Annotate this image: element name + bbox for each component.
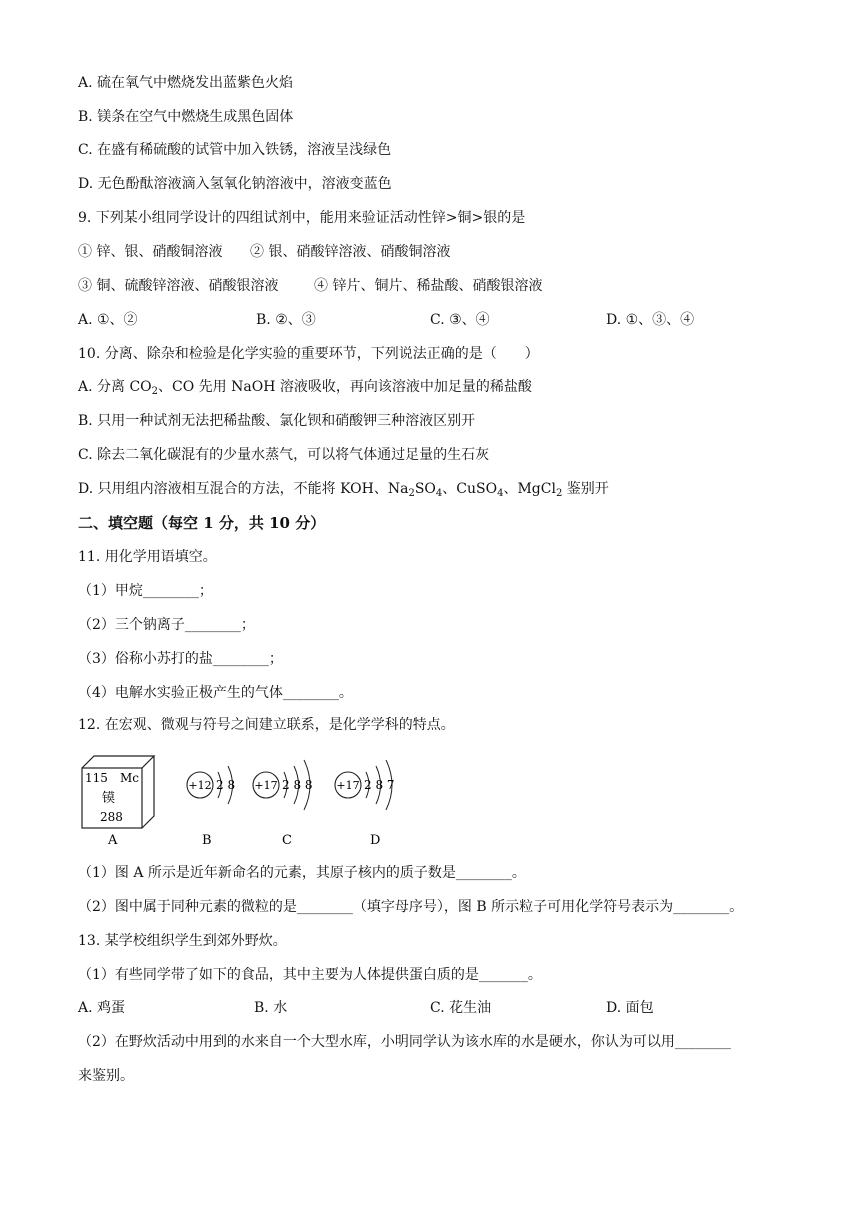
nucleus-b: +12 [188, 779, 212, 792]
q13-choice-d: D. 面包 [606, 1000, 654, 1016]
q12-stem: 12. 在宏观、微观与符号之间建立联系，是化学学科的特点。 [78, 717, 455, 733]
q12-item-2: （2）图中属于同种元素的微粒的是________（填字母序号），图 B 所示粒子可用化学符号表示为________。 [78, 899, 744, 915]
shells-d: 2 8 7 [364, 778, 395, 792]
q9-group-3: ③ 铜、硫酸锌溶液、硝酸银溶液 [78, 278, 279, 294]
q10-option-b: B. 只用一种试剂无法把稀盐酸、氯化钡和硝酸钾三种溶液区别开 [78, 413, 476, 429]
q9-stem: 9. 下列某小组同学设计的四组试剂中，能用来验证活动性锌>铜>银的是 [78, 210, 526, 226]
element-cube-a [82, 756, 154, 828]
caption-d: D [370, 833, 381, 848]
q9-choice-b: B. ②、③ [256, 312, 316, 328]
q13-stem: 13. 某学校组织学生到郊外野炊。 [78, 933, 287, 949]
atom-structure-c [253, 760, 313, 810]
q8-option-a: A. 硫在氧气中燃烧发出蓝紫色火焰 [78, 75, 294, 91]
q12-figure [80, 748, 440, 848]
section-2-title: 二、填空题（每空 1 分，共 10 分） [78, 514, 326, 532]
q13-item-2-line-1: （2）在野炊活动中用到的水来自一个大型水库，小明同学认为该水库的水是硬水，你认为可以用________ [78, 1034, 731, 1050]
q8-option-c: C. 在盛有稀硫酸的试管中加入铁锈，溶液呈浅绿色 [78, 142, 392, 158]
q13-choice-b: B. 水 [254, 1000, 288, 1016]
q13-item-2-line-2: 来鉴别。 [78, 1068, 134, 1084]
q13-choice-a: A. 鸡蛋 [78, 1000, 126, 1016]
element-symbol: Mc [120, 771, 140, 785]
q12-item-1: （1）图 A 所示是近年新命名的元素，其原子核内的质子数是________。 [78, 865, 526, 881]
nucleus-d: +17 [336, 779, 360, 792]
q11-item-1: （1）甲烷________； [78, 583, 213, 599]
q11-item-4: （4）电解水实验正极产生的气体________。 [78, 685, 353, 701]
q8-option-d: D. 无色酚酞溶液滴入氢氧化钠溶液中，溶液变蓝色 [78, 176, 392, 192]
q10-option-d: D. 只用组内溶液相互混合的方法，不能将 KOH、$Na_2SO_4$、CuSO$_4$、MgCl$_2$ 鉴别开 [78, 481, 609, 499]
element-number: 115 [85, 771, 108, 785]
q11-stem: 11. 用化学用语填空。 [78, 549, 217, 565]
q9-group-2: ② 银、硝酸锌溶液、硝酸铜溶液 [250, 244, 451, 260]
q11-item-3: （3）俗称小苏打的盐________； [78, 651, 283, 667]
caption-c: C [282, 833, 292, 848]
caption-a: A [108, 833, 118, 848]
shells-c: 2 8 8 [282, 778, 313, 792]
element-mass: 288 [100, 810, 123, 824]
atom-structure-d [335, 760, 395, 810]
shells-b: 2 8 [216, 778, 236, 792]
nucleus-c: +17 [254, 779, 278, 792]
q9-choice-c: C. ③、④ [430, 312, 490, 328]
atom-structure-b [187, 766, 235, 804]
q13-item-1: （1）有些同学带了如下的食品，其中主要为人体提供蛋白质的是_______。 [78, 967, 542, 983]
q10-option-c: C. 除去二氧化碳混有的少量水蒸气，可以将气体通过足量的生石灰 [78, 447, 490, 463]
q11-item-2: （2）三个钠离子________； [78, 617, 255, 633]
q9-group-4: ④ 锌片、铜片、稀盐酸、硝酸银溶液 [314, 278, 543, 294]
q8-option-b: B. 镁条在空气中燃烧生成黑色固体 [78, 109, 294, 125]
q9-group-1: ① 锌、银、硝酸铜溶液 [78, 244, 223, 260]
caption-b: B [202, 833, 212, 848]
q9-choice-d: D. ①、③、④ [606, 312, 695, 328]
element-name: 镆 [102, 791, 116, 806]
q10-option-a: A. 分离 $CO_2$、CO 先用 NaOH 溶液吸收，再向该溶液中加足量的稀盐酸 [78, 379, 532, 397]
q10-stem: 10. 分离、除杂和检验是化学实验的重要环节，下列说法正确的是（ ） [78, 346, 539, 362]
q13-choice-c: C. 花生油 [430, 1000, 492, 1016]
q9-choice-a: A. ①、② [78, 312, 138, 328]
